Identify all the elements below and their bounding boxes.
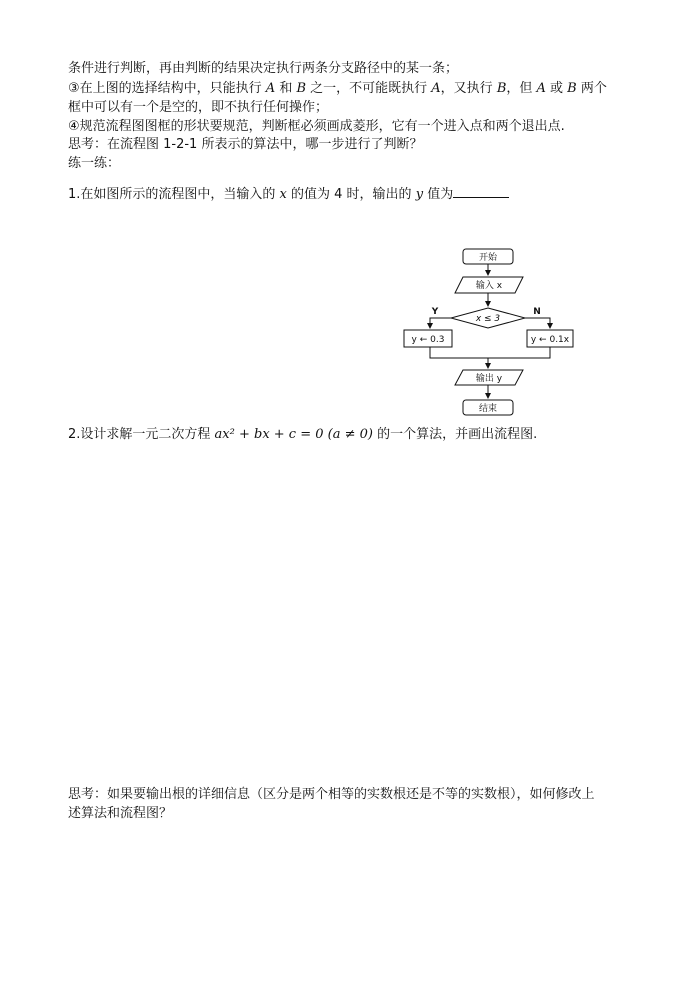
flowchart-no-label: N xyxy=(533,307,541,317)
q2-part2: 的一个算法，并画出流程图. xyxy=(372,427,538,442)
flowchart-end-label: 结束 xyxy=(478,404,498,414)
var-b: B xyxy=(496,81,507,96)
q1-part2: 的值为 4 时，输出的 xyxy=(286,187,416,202)
text-line-1: 条件进行判断，再由判断的结果决定执行两条分支路径中的某一条； xyxy=(68,61,459,76)
text-line-4: ④规范流程图图框的形状要规范，判断框必须画成菱形，它有一个进入点和两个退出点. xyxy=(68,119,565,134)
answer-blank[interactable] xyxy=(453,185,509,198)
flowchart-yes-label: Y xyxy=(431,307,439,317)
q1-part3: 值为 xyxy=(423,187,454,202)
flowchart-start-label: 开始 xyxy=(478,253,498,263)
think-2-line-2: 述算法和流程图？ xyxy=(68,806,173,821)
text-line-2 xyxy=(68,80,607,97)
line2-part2: 和 xyxy=(275,81,297,96)
q1-part1: 1.在如图所示的流程图中，当输入的 xyxy=(68,187,280,202)
line2-part7: 两个 xyxy=(576,81,607,96)
var-a: A xyxy=(265,81,276,96)
line2-part4: ，又执行 xyxy=(440,81,497,96)
quadratic-equation: ax² + bx + c = 0 (a ≠ 0) xyxy=(214,427,373,442)
var-a: A xyxy=(536,81,546,96)
question-2 xyxy=(68,426,537,443)
line2-part5: ，但 xyxy=(506,81,537,96)
line2-part1: ③在上图的选择结构中，只能执行 xyxy=(68,81,266,96)
flowchart-no-box-label: y ← 0.1x xyxy=(530,335,570,345)
line2-part3: 之一，不可能既执行 xyxy=(306,81,432,96)
text-line-5: 思考：在流程图 1-2-1 所表示的算法中，哪一步进行了判断？ xyxy=(68,137,423,152)
var-b: B xyxy=(296,81,307,96)
question-1 xyxy=(68,185,509,203)
flowchart-yes-box-label: y ← 0.3 xyxy=(411,335,445,345)
var-x: x xyxy=(279,187,287,202)
think-2-line-1: 思考：如果要输出根的详细信息（区分是两个相等的实数根还是不等的实数根），如何修改上 xyxy=(68,787,595,802)
text-line-6: 练一练： xyxy=(68,156,121,171)
flowchart-condition-label: x ≤ 3 xyxy=(475,314,501,324)
flowchart-input-label: 输入 x xyxy=(475,281,503,291)
var-a: A xyxy=(431,81,441,96)
q2-part1: 2.设计求解一元二次方程 xyxy=(68,427,215,442)
var-b: B xyxy=(567,81,577,96)
flowchart-output-label: 输出 y xyxy=(475,374,503,384)
text-line-3: 框中可以有一个是空的，即不执行任何操作； xyxy=(68,100,329,115)
var-y: y xyxy=(415,187,424,202)
line2-part6: 或 xyxy=(545,81,568,96)
flowchart xyxy=(395,243,585,423)
